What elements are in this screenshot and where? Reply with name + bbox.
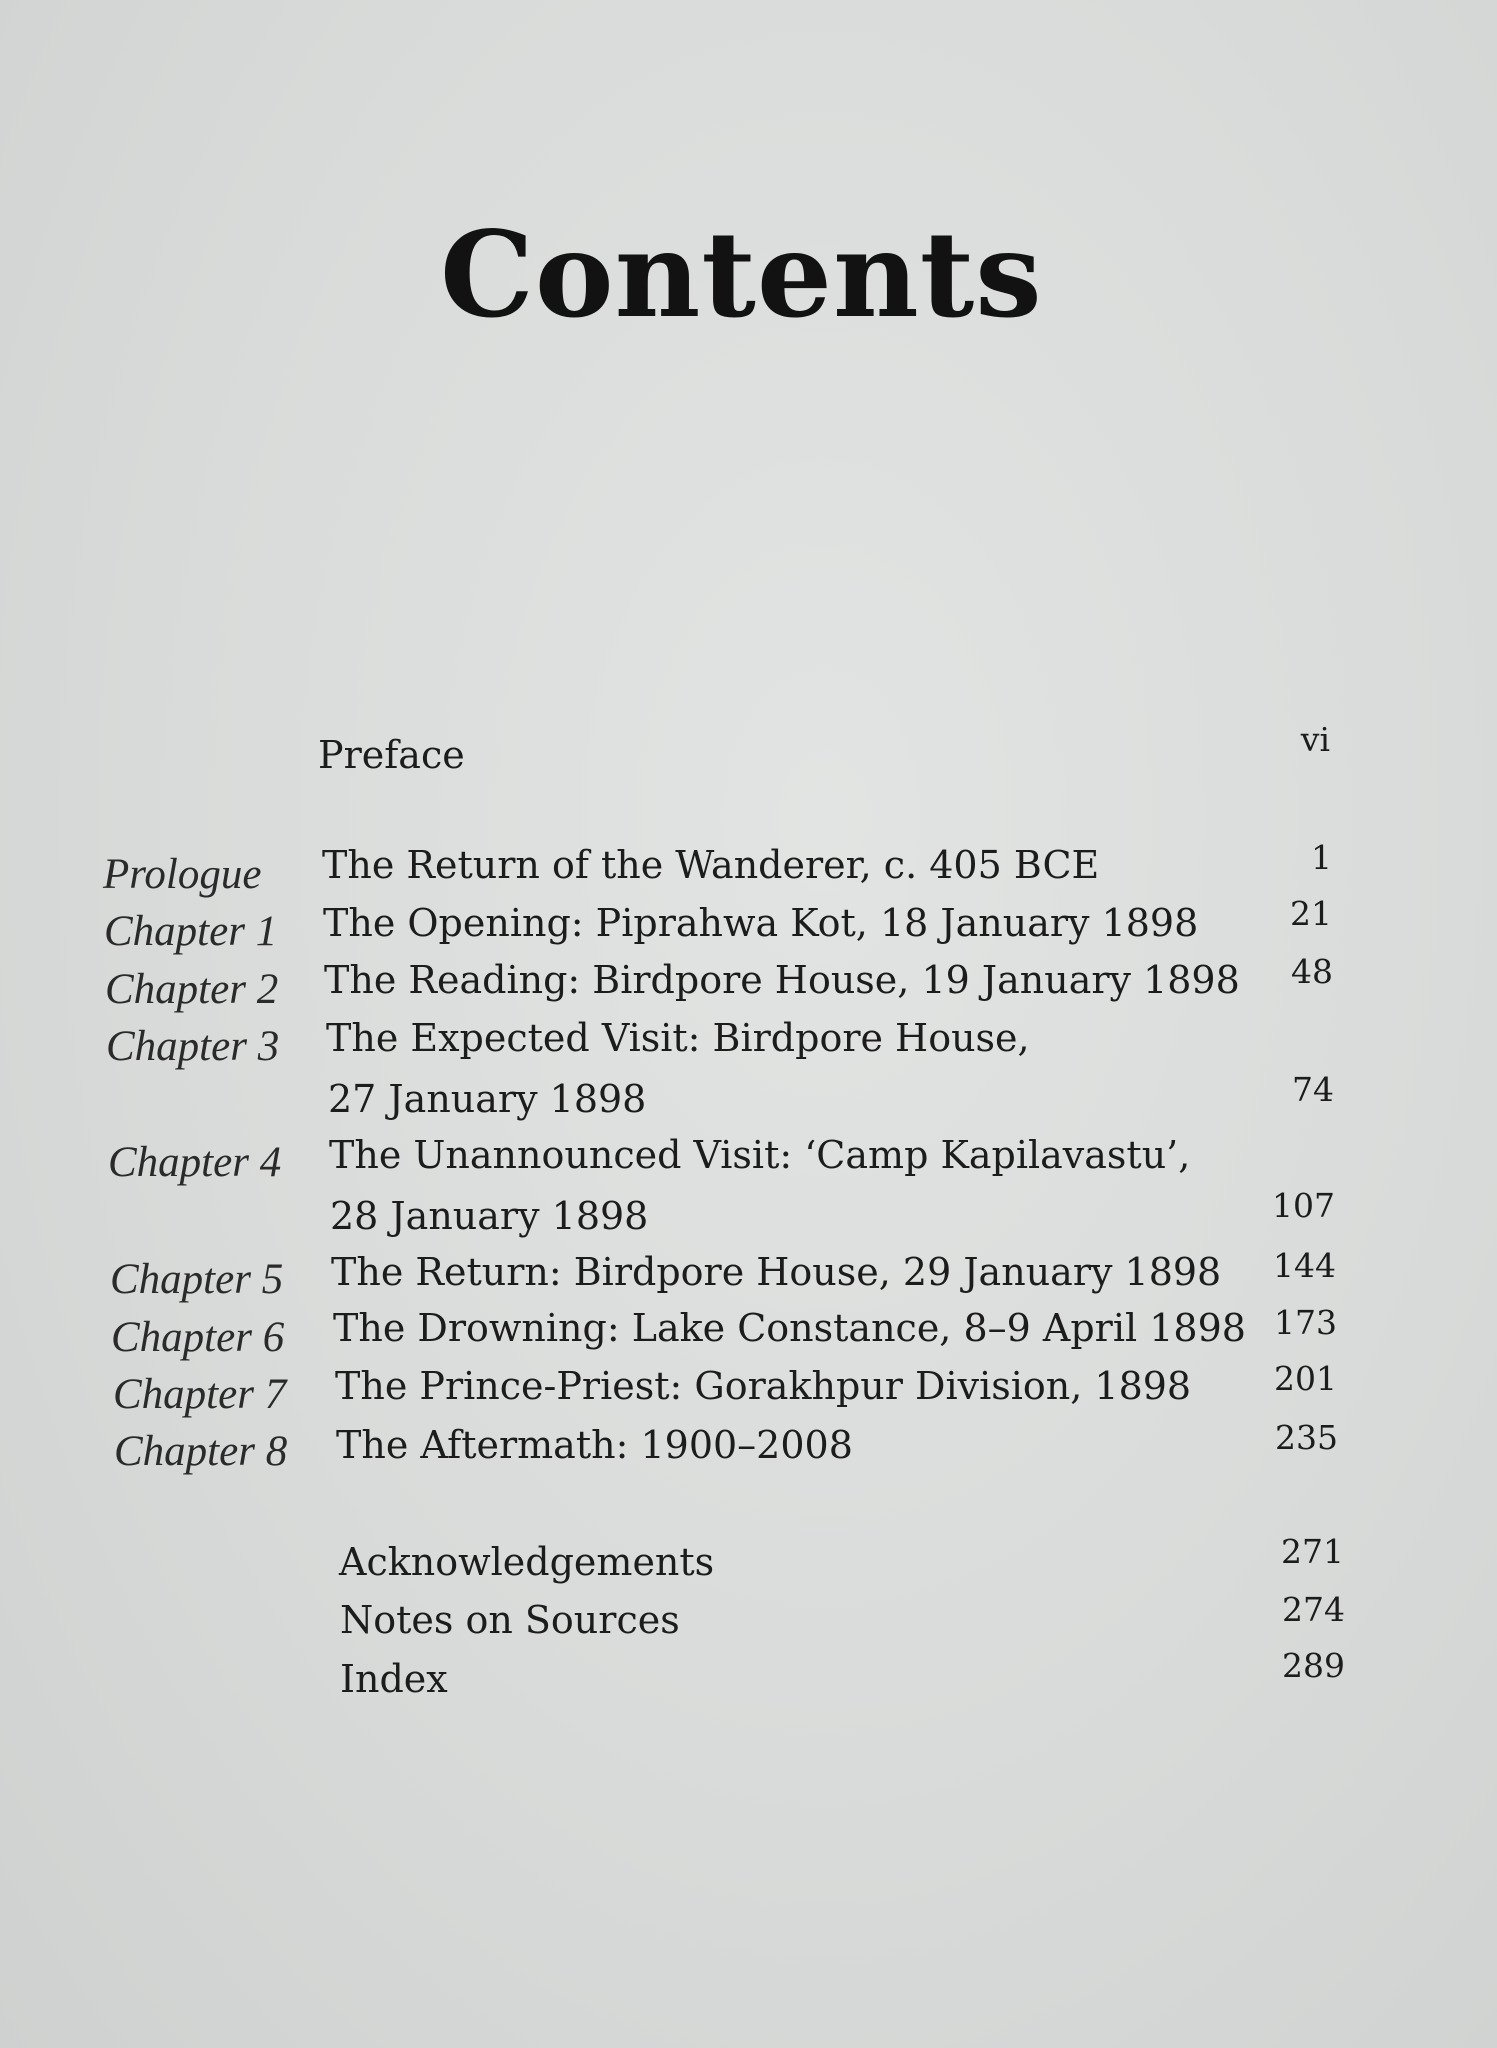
chapter-label: Chapter 1 [104, 908, 278, 955]
entry-title: Index [340, 1657, 448, 1701]
chapter-label: Chapter 6 [111, 1314, 285, 1361]
page-number: 48 [1291, 952, 1333, 991]
page-number: 274 [1282, 1590, 1345, 1629]
chapter-label: Prologue [103, 851, 262, 898]
chapter-label: Chapter 7 [113, 1371, 287, 1418]
entry-title: The Aftermath: 1900–2008 [336, 1423, 853, 1467]
page-number: 21 [1290, 894, 1332, 933]
entry-title: The Drowning: Lake Constance, 8–9 April 1898 [333, 1306, 1246, 1350]
page-number: 235 [1275, 1418, 1338, 1457]
page-number: 201 [1274, 1359, 1337, 1398]
entry-title: Preface [318, 733, 465, 777]
entry-title: The Unannounced Visit: ‘Camp Kapilavastu’, [329, 1133, 1191, 1177]
chapter-label: Chapter 5 [110, 1256, 284, 1303]
entry-title-continuation: 28 January 1898 [330, 1194, 649, 1238]
page-number: 74 [1292, 1070, 1334, 1109]
page-number: 144 [1273, 1246, 1336, 1285]
entry-title: The Expected Visit: Birdpore House, [326, 1016, 1030, 1060]
page-number: 107 [1272, 1186, 1335, 1225]
chapter-label: Chapter 4 [108, 1139, 282, 1186]
entry-title: The Reading: Birdpore House, 19 January 1898 [324, 958, 1240, 1002]
entry-title: The Return of the Wanderer, c. 405 BCE [322, 843, 1100, 887]
entry-title: Notes on Sources [340, 1598, 680, 1642]
page-title: Contents [440, 205, 1043, 344]
page-number: 271 [1281, 1532, 1344, 1571]
entry-title-continuation: 27 January 1898 [328, 1077, 647, 1121]
entry-title: The Return: Birdpore House, 29 January 1898 [331, 1250, 1222, 1294]
chapter-label: Chapter 3 [106, 1023, 280, 1070]
chapter-label: Chapter 2 [105, 966, 279, 1013]
entry-title: The Prince-Priest: Gorakhpur Division, 1898 [335, 1364, 1192, 1408]
page-number: 173 [1274, 1303, 1337, 1342]
page-number: 1 [1311, 838, 1332, 877]
entry-title: The Opening: Piprahwa Kot, 18 January 1898 [323, 901, 1199, 945]
entry-title: Acknowledgements [339, 1540, 715, 1584]
chapter-label: Chapter 8 [114, 1428, 288, 1475]
page-number: vi [1300, 720, 1330, 759]
page-number: 289 [1282, 1646, 1345, 1685]
